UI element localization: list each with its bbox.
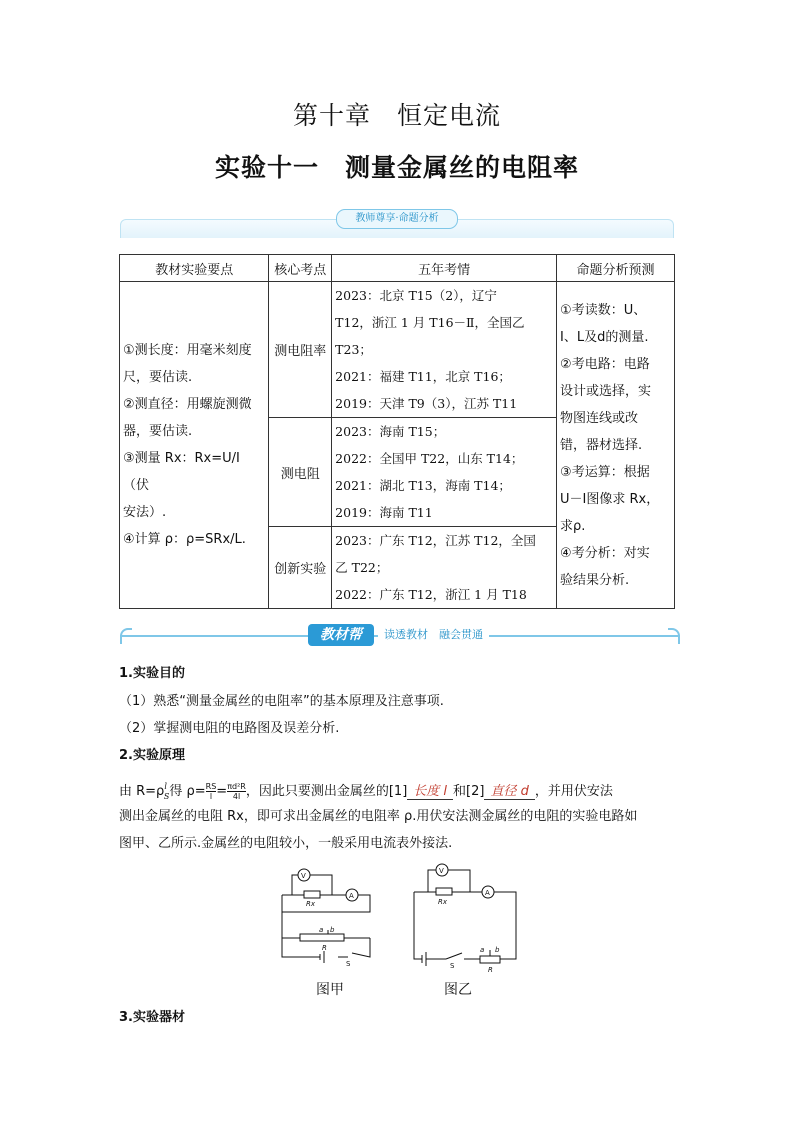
rx-label: Rx — [306, 900, 316, 908]
principle-line-3: 图甲、乙所示.金属丝的电阻较小，一般采用电流表外接法. — [119, 836, 453, 851]
topic-cell: 创新实验 — [269, 527, 332, 609]
principle-text: ，因此只要测出金属丝的[1] — [245, 784, 408, 799]
voltmeter-label: V — [301, 872, 306, 880]
years-line: 2021：福建 T11，北京 T16； — [335, 369, 511, 384]
textbook-banner-tag: 教材帮 — [308, 624, 374, 646]
key-point-line: ①测长度：用毫米刻度 — [123, 343, 252, 358]
purpose-item: （2）掌握测电阻的电路图及误差分析. — [119, 721, 340, 736]
table-header: 五年考情 — [332, 255, 557, 282]
figure-b-caption: 图乙 — [444, 982, 472, 998]
topic-cell: 测电阻率 — [269, 282, 332, 418]
teacher-banner — [120, 209, 672, 237]
experiment-title: 实验十一 测量金属丝的电阻率 — [214, 153, 579, 182]
a-label-b: a — [480, 946, 485, 954]
key-point-line: 器，要估读. — [123, 424, 193, 439]
section-heading-2: 2.实验原理 — [119, 748, 185, 763]
prediction-line: ③考运算：根据 — [560, 464, 650, 480]
rx-label-b: Rx — [438, 898, 448, 906]
answer-blank-1: 长度 l — [407, 784, 453, 800]
key-point-line: ③测量 Rx：Rx=U/I（伏 — [123, 451, 240, 493]
prediction-line: 求ρ. — [560, 518, 586, 534]
ammeter-label: A — [349, 892, 354, 900]
principle-line-2: 测出金属丝的电阻 Rx，即可求出金属丝的电阻率 ρ.用伏安法测金属丝的电阻的实验电路如 — [119, 809, 638, 824]
key-point-line: ②测直径：用螺旋测微 — [123, 397, 252, 412]
years-line: 2019：天津 T9（3），江苏 T11 — [335, 396, 518, 411]
years-line: T23； — [335, 342, 372, 357]
section-heading-1: 1.实验目的 — [119, 666, 185, 681]
years-line: 2019：海南 T11 — [335, 505, 433, 520]
b-label: b — [330, 926, 335, 934]
s-label-b: S — [450, 962, 455, 970]
topic-cell: 测电阻 — [269, 418, 332, 527]
prediction-line: 错，器材选择. — [560, 437, 643, 453]
table-header: 核心考点 — [269, 255, 332, 282]
years-cell — [332, 527, 557, 609]
rheostat — [300, 934, 344, 941]
prediction-line: 物图连线或改 — [560, 410, 639, 426]
years-line: 2023：广东 T12，江苏 T12，全国 — [335, 533, 536, 548]
textbook-banner-sub: 读透教材 融会贯通 — [378, 625, 489, 645]
key-point-line: 安法）. — [123, 505, 167, 520]
prediction-cell — [557, 282, 675, 609]
prediction-line: ④考分析：对实 — [560, 545, 650, 561]
ammeter-label-b: A — [485, 889, 490, 897]
prediction-line: ②考电路：电路 — [560, 356, 650, 372]
exam-analysis-table — [119, 254, 675, 609]
figure-a-caption: 图甲 — [316, 982, 344, 998]
r-label: R — [322, 944, 327, 952]
answer-blank-2: 直径 d — [484, 784, 534, 800]
rx-resistor — [304, 891, 320, 898]
years-line: 乙 T22； — [335, 560, 389, 575]
b-label-b: b — [495, 946, 500, 954]
table-header-row — [120, 255, 675, 282]
key-point-line: 尺，要估读. — [123, 370, 193, 385]
a-label: a — [319, 926, 324, 934]
key-point-line: ④计算 ρ：ρ=SRx/L. — [123, 532, 246, 547]
years-line: T12，浙江 1 月 T16－Ⅱ，全国乙 — [335, 315, 525, 330]
section-heading-3: 3.实验器材 — [119, 1010, 185, 1025]
years-line: 2022：全国甲 T22，山东 T14； — [335, 451, 524, 466]
principle-text: 得 ρ= — [169, 784, 206, 799]
voltmeter-label-b: V — [439, 867, 444, 875]
prediction-line: I、L及d的测量. — [560, 329, 649, 345]
prediction-line: 验结果分析. — [560, 572, 630, 588]
table-row — [120, 282, 675, 418]
rheostat-b — [480, 956, 500, 963]
years-cell — [332, 418, 557, 527]
prediction-line: 设计或选择，实 — [560, 383, 652, 399]
years-cell — [332, 282, 557, 418]
principle-text: 和[2] — [453, 784, 485, 799]
chapter-title: 第十章 恒定电流 — [292, 101, 501, 130]
principle-text: ，并用伏安法 — [534, 784, 613, 799]
principle-line-1: 由 $R=\rho^l_S$得 ρ= $\frac{RS}{l}$ = $\frac{\text{πd²R}}{4l}$ ，因此只要测出金属丝的[1] 长度 l 和[2] 直径 d ，并用伏安法 — [119, 782, 613, 801]
years-line: 2023：海南 T15； — [335, 424, 446, 439]
years-line: 2021：湖北 T13，海南 T14； — [335, 478, 511, 493]
rx-resistor-b — [436, 888, 452, 895]
prediction-line: U－I图像求 Rx， — [560, 491, 660, 507]
purpose-item: （1）熟悉“测量金属丝的电阻率”的基本原理及注意事项. — [119, 694, 444, 709]
prediction-line: ①考读数：U、 — [560, 302, 647, 318]
years-line: 2023：北京 T15（2），辽宁 — [335, 288, 497, 303]
teacher-banner-label: 教师尊享·命题分析 — [336, 209, 458, 229]
textbook-banner — [120, 622, 680, 648]
r-label-b: R — [488, 966, 493, 972]
years-line: 2022：广东 T12，浙江 1 月 T18 — [335, 587, 527, 602]
circuit-diagram-a — [270, 862, 382, 972]
principle-text: 由 R=ρ — [119, 784, 165, 799]
key-points-cell — [120, 282, 269, 609]
table-header: 命题分析预测 — [557, 255, 675, 282]
s-label: S — [346, 960, 351, 968]
table-header: 教材实验要点 — [120, 255, 269, 282]
circuit-diagram-b — [408, 862, 524, 972]
